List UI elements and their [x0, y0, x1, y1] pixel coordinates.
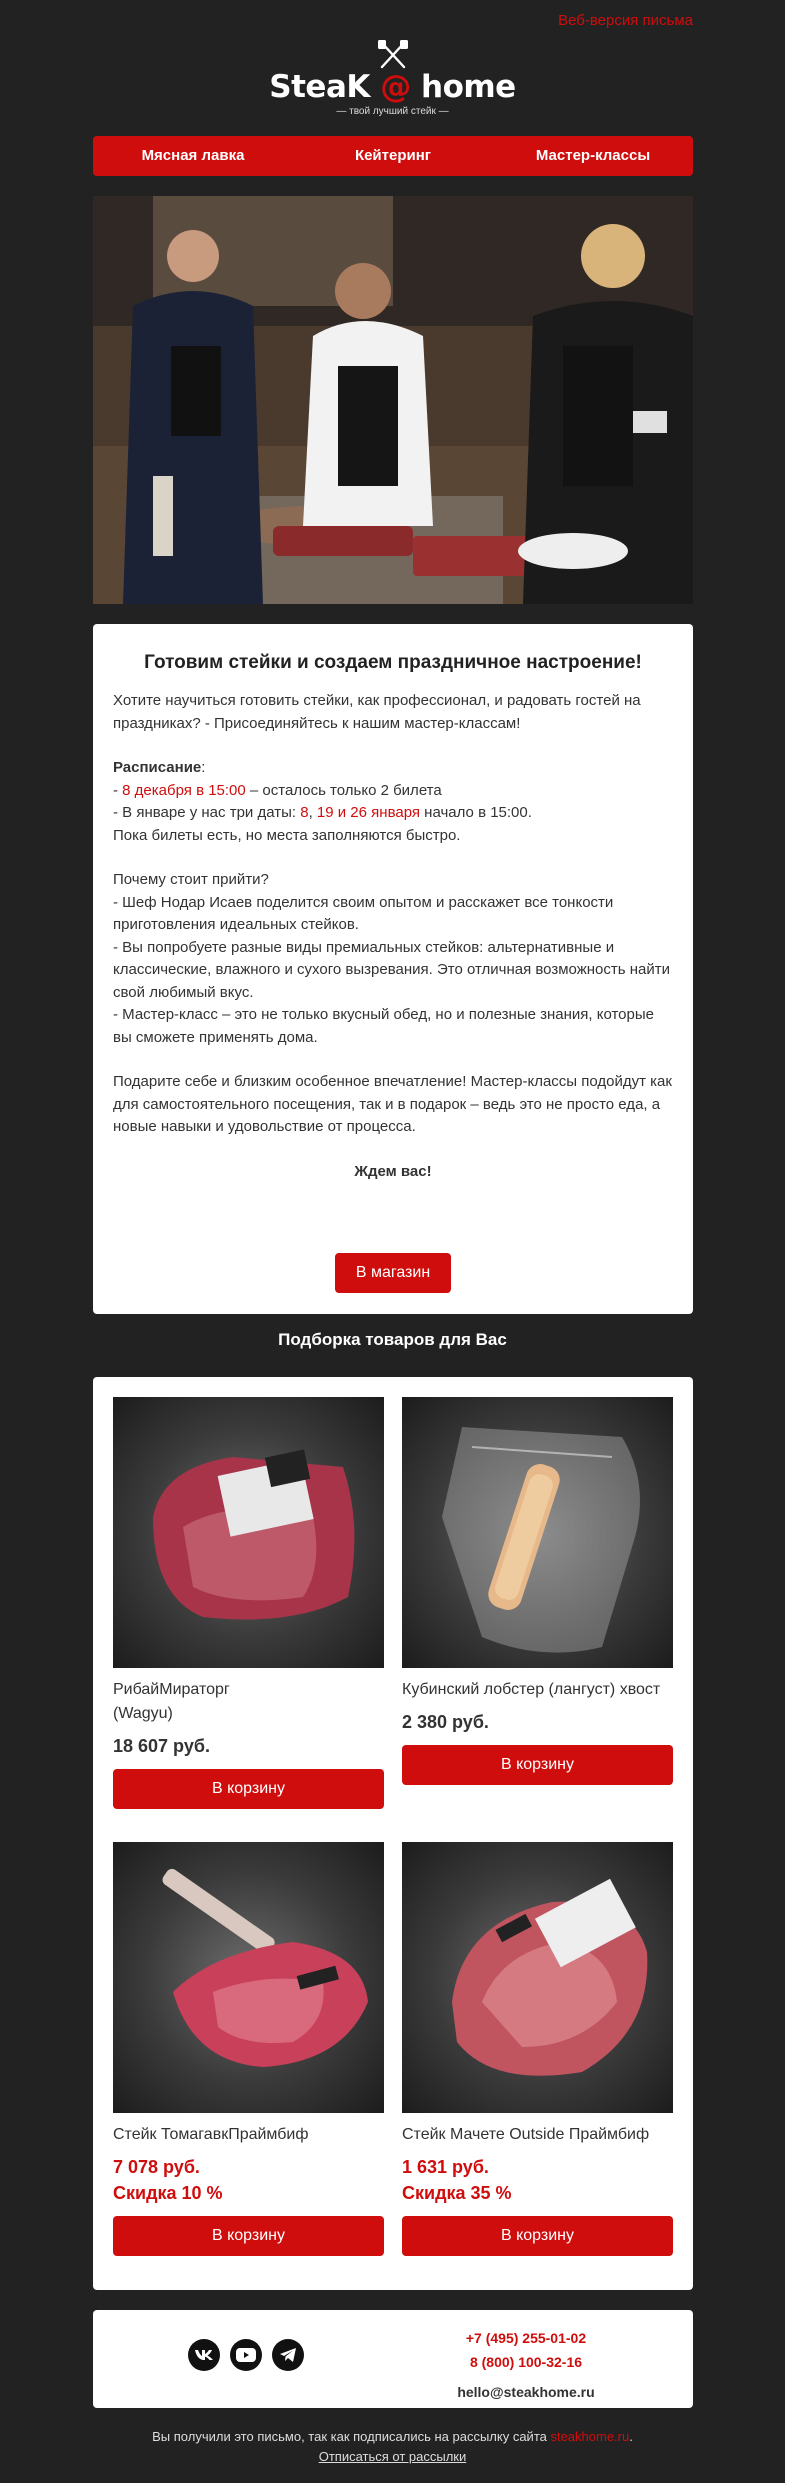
product-price: 7 078 руб. — [113, 2157, 200, 2177]
product-card — [402, 1842, 673, 2256]
logo[interactable] — [0, 40, 785, 117]
product-price: 2 380 руб. — [402, 1712, 489, 1732]
wait-text: Ждем вас! — [354, 1162, 432, 1180]
telegram-icon[interactable] — [272, 2339, 304, 2371]
add-to-cart-button[interactable]: В корзину — [402, 1745, 673, 1785]
email-link[interactable]: hello@steakhome.ru — [457, 2384, 595, 2400]
site-link[interactable]: steakhome.ru — [550, 2429, 630, 2444]
product-card — [402, 1397, 673, 1785]
nav-masterclasses[interactable]: Мастер-классы — [535, 147, 651, 164]
date-jan-8: 8 — [300, 804, 309, 821]
selection-title: Подборка товаров для Вас — [278, 1330, 507, 1349]
hero-image — [93, 196, 693, 604]
why-block: Почему стоит прийти? - Шеф Нодар Исаев поделится своим опытом и расскажет все тонкости приготовления идеальных стейков. - Вы попробуете разные виды премиальных стейков: альтернативные и классические, влажного и сухого вызревания. Это отличная возможность найти свой любимый вкус. - Мастер-класс – это не только вкусный обед, но и полезные знания, которые вы сможете применять дома. — [113, 871, 670, 1046]
add-to-cart-button[interactable]: В корзину — [113, 2216, 384, 2256]
product-discount: Скидка 10 % — [113, 2183, 223, 2203]
main-nav — [93, 136, 693, 176]
article-intro: Хотите научиться готовить стейки, как профессионал, и радовать гостей на праздниках? - Присоединяйтесь к нашим мастер-классам! — [113, 692, 641, 732]
product-name[interactable]: Стейк ТомагавкПраймбиф — [113, 2126, 309, 2143]
gift-paragraph: Подарите себе и близким особенное впечатление! Мастер-классы подойдут как для самостоятельного посещения, так и в подарок – ведь это не просто еда, а новые навыки и удовольствие от процесса. — [113, 1073, 672, 1135]
phone-moscow[interactable]: +7 (495) 255-01-02 — [465, 2330, 587, 2346]
grill-tools-icon — [373, 40, 413, 70]
products-card — [93, 1377, 693, 2290]
product-card — [113, 1842, 384, 2256]
product-price: 1 631 руб. — [402, 2157, 489, 2177]
product-image-ribeye[interactable] — [113, 1397, 384, 1668]
product-card — [113, 1397, 384, 1809]
add-to-cart-button[interactable]: В корзину — [402, 2216, 673, 2256]
shop-button[interactable]: В магазин — [335, 1253, 451, 1293]
youtube-icon[interactable] — [230, 2339, 262, 2371]
article-card — [93, 624, 693, 1314]
product-name[interactable]: РибайМираторг (Wagyu) — [113, 1681, 230, 1722]
nav-catering[interactable]: Кейтеринг — [354, 147, 432, 164]
product-price: 18 607 руб. — [113, 1736, 210, 1756]
product-name[interactable]: Кубинский лобстер (лангуст) хвост — [402, 1681, 661, 1698]
product-image-machete[interactable] — [402, 1842, 673, 2113]
nav-meat-shop[interactable]: Мясная лавка — [141, 147, 245, 164]
vk-icon[interactable] — [188, 2339, 220, 2371]
product-name[interactable]: Стейк Мачете Outside Праймбиф — [402, 2126, 650, 2143]
article-title: Готовим стейки и создаем праздничное настроение! — [144, 652, 642, 673]
footer-card — [93, 2310, 693, 2408]
logo-wordmark: SteaK @ home — [269, 69, 516, 105]
subscription-notice: Вы получили это письмо, так как подписались на рассылку сайта steakhome.ru. Отписаться от рассылки — [152, 2429, 633, 2464]
unsubscribe-link[interactable]: Отписаться от рассылки — [318, 2449, 467, 2464]
date-dec-8: 8 декабря в 15:00 — [122, 781, 246, 799]
social-links — [188, 2339, 304, 2371]
add-to-cart-button[interactable]: В корзину — [113, 1769, 384, 1809]
schedule-label: Расписание — [113, 759, 202, 776]
logo-tagline: — твой лучший стейк — — [336, 106, 449, 117]
product-discount: Скидка 35 % — [402, 2183, 512, 2203]
web-version-link[interactable]: Веб-версия письма — [558, 12, 693, 29]
product-image-tomahawk[interactable] — [113, 1842, 384, 2113]
schedule-block: Расписание: - 8 декабря в 15:00 – осталось только 2 билета - В январе у нас три даты: 8, 19 и 26 января начало в 15:00. Пока билеты есть, но места заполняются быстро. — [113, 759, 532, 844]
contacts — [408, 2326, 644, 2400]
phone-tollfree[interactable]: 8 (800) 100-32-16 — [469, 2354, 583, 2370]
product-image-lobster[interactable] — [402, 1397, 673, 1668]
date-jan-19-26: 19 и 26 января — [316, 804, 421, 821]
